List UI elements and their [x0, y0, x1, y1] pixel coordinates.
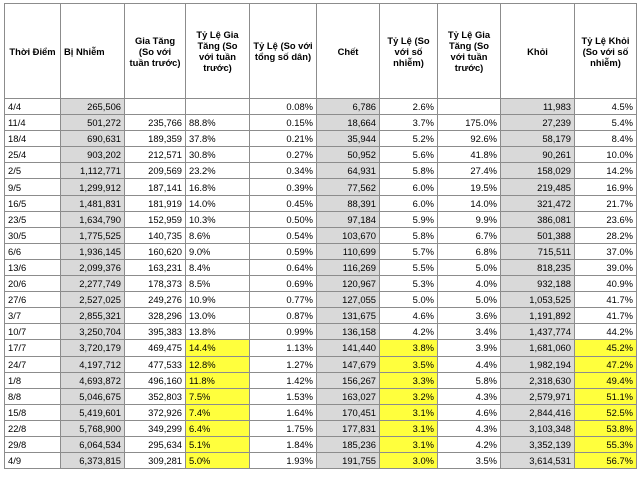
cell-weekly-increase: 349,299	[125, 420, 186, 436]
cell-deaths: 120,967	[317, 276, 380, 292]
table-row	[5, 372, 637, 388]
cell-deaths: 163,027	[317, 388, 380, 404]
cell-population-rate: 0.64%	[250, 259, 317, 275]
cell-date: 3/7	[5, 308, 61, 324]
cell-population-rate: 1.13%	[250, 340, 317, 356]
cell-infected: 2,527,025	[61, 292, 125, 308]
cell-recovered: 715,511	[501, 243, 575, 259]
table-row	[5, 163, 637, 179]
cell-date: 22/8	[5, 420, 61, 436]
cell-weekly-increase: 496,160	[125, 372, 186, 388]
cell-recovery-rate: 44.2%	[575, 324, 637, 340]
cell-death-increase-rate: 5.0%	[438, 292, 501, 308]
cell-date: 1/8	[5, 372, 61, 388]
cell-infected: 1,775,525	[61, 227, 125, 243]
cell-weekly-increase-rate: 6.4%	[186, 420, 250, 436]
cell-weekly-increase: 372,926	[125, 404, 186, 420]
cell-recovery-rate: 53.8%	[575, 420, 637, 436]
cell-recovered: 386,081	[501, 211, 575, 227]
cell-population-rate: 1.93%	[250, 453, 317, 469]
cell-recovery-rate: 37.0%	[575, 243, 637, 259]
cell-population-rate: 0.59%	[250, 243, 317, 259]
cell-weekly-increase: 235,766	[125, 115, 186, 131]
cell-date: 10/7	[5, 324, 61, 340]
cell-weekly-increase: 328,296	[125, 308, 186, 324]
cell-date: 18/4	[5, 131, 61, 147]
table-row	[5, 115, 637, 131]
cell-deaths: 127,055	[317, 292, 380, 308]
cell-date: 9/5	[5, 179, 61, 195]
cell-recovery-rate: 47.2%	[575, 356, 637, 372]
cell-date: 29/8	[5, 436, 61, 452]
table-row	[5, 308, 637, 324]
cell-weekly-increase: 477,533	[125, 356, 186, 372]
cell-weekly-increase: 187,141	[125, 179, 186, 195]
cell-deaths: 6,786	[317, 99, 380, 115]
cell-death-increase-rate: 3.6%	[438, 308, 501, 324]
cell-death-rate: 3.7%	[380, 115, 438, 131]
cell-recovered: 1,982,194	[501, 356, 575, 372]
cell-weekly-increase: 178,373	[125, 276, 186, 292]
cell-death-increase-rate: 3.5%	[438, 453, 501, 469]
cell-recovery-rate: 28.2%	[575, 227, 637, 243]
cell-population-rate: 1.84%	[250, 436, 317, 452]
cell-population-rate: 0.77%	[250, 292, 317, 308]
table-row	[5, 404, 637, 420]
cell-death-rate: 4.2%	[380, 324, 438, 340]
cell-deaths: 110,699	[317, 243, 380, 259]
cell-infected: 265,506	[61, 99, 125, 115]
cell-death-rate: 6.0%	[380, 195, 438, 211]
cell-weekly-increase: 309,281	[125, 453, 186, 469]
header-date: Thời Điểm	[5, 4, 61, 99]
cell-infected: 2,855,321	[61, 308, 125, 324]
cell-weekly-increase-rate	[186, 99, 250, 115]
cell-death-increase-rate: 4.3%	[438, 388, 501, 404]
cell-weekly-increase-rate: 88.8%	[186, 115, 250, 131]
cell-death-rate: 3.1%	[380, 404, 438, 420]
table-row	[5, 340, 637, 356]
table-row	[5, 243, 637, 259]
cell-recovery-rate: 4.5%	[575, 99, 637, 115]
cell-death-rate: 2.6%	[380, 99, 438, 115]
cell-death-increase-rate: 92.6%	[438, 131, 501, 147]
table-row	[5, 147, 637, 163]
cell-infected: 690,631	[61, 131, 125, 147]
table-row	[5, 259, 637, 275]
cell-deaths: 156,267	[317, 372, 380, 388]
cell-recovered: 1,681,060	[501, 340, 575, 356]
cell-population-rate: 0.15%	[250, 115, 317, 131]
cell-death-rate: 5.9%	[380, 211, 438, 227]
cell-deaths: 64,931	[317, 163, 380, 179]
header-weekly-increase-rate: Tỷ Lệ Gia Tăng (So với tuần trước)	[186, 4, 250, 99]
header-recovery-rate: Tỷ Lệ Khỏi (So với số nhiễm)	[575, 4, 637, 99]
header-population-rate: Tỷ Lệ (So với tổng số dân)	[250, 4, 317, 99]
cell-recovered: 3,103,348	[501, 420, 575, 436]
cell-recovery-rate: 8.4%	[575, 131, 637, 147]
cell-infected: 4,197,712	[61, 356, 125, 372]
cell-weekly-increase: 469,475	[125, 340, 186, 356]
cell-death-rate: 3.0%	[380, 453, 438, 469]
cell-death-rate: 5.7%	[380, 243, 438, 259]
table-row	[5, 324, 637, 340]
cell-deaths: 147,679	[317, 356, 380, 372]
cell-recovered: 2,844,416	[501, 404, 575, 420]
cell-infected: 2,277,749	[61, 276, 125, 292]
cell-recovery-rate: 49.4%	[575, 372, 637, 388]
cell-death-increase-rate: 6.7%	[438, 227, 501, 243]
cell-date: 24/7	[5, 356, 61, 372]
cell-weekly-increase: 181,919	[125, 195, 186, 211]
cell-infected: 5,419,601	[61, 404, 125, 420]
cell-death-increase-rate: 4.0%	[438, 276, 501, 292]
cell-infected: 1,936,145	[61, 243, 125, 259]
cell-death-rate: 3.3%	[380, 372, 438, 388]
cell-deaths: 18,664	[317, 115, 380, 131]
header-row	[5, 4, 637, 99]
cell-deaths: 50,952	[317, 147, 380, 163]
cell-population-rate: 1.27%	[250, 356, 317, 372]
cell-weekly-increase-rate: 14.0%	[186, 195, 250, 211]
cell-death-rate: 3.2%	[380, 388, 438, 404]
cell-weekly-increase-rate: 9.0%	[186, 243, 250, 259]
cell-date: 30/5	[5, 227, 61, 243]
cell-weekly-increase-rate: 12.8%	[186, 356, 250, 372]
cell-recovered: 818,235	[501, 259, 575, 275]
cell-population-rate: 0.34%	[250, 163, 317, 179]
table-row	[5, 292, 637, 308]
cell-death-increase-rate: 6.8%	[438, 243, 501, 259]
cell-recovered: 2,318,630	[501, 372, 575, 388]
cell-death-rate: 6.0%	[380, 179, 438, 195]
table-row	[5, 131, 637, 147]
cell-population-rate: 0.99%	[250, 324, 317, 340]
cell-weekly-increase: 209,569	[125, 163, 186, 179]
cell-recovery-rate: 40.9%	[575, 276, 637, 292]
cell-weekly-increase-rate: 14.4%	[186, 340, 250, 356]
cell-recovery-rate: 56.7%	[575, 453, 637, 469]
cell-death-rate: 5.3%	[380, 276, 438, 292]
table-row	[5, 436, 637, 452]
cell-population-rate: 0.21%	[250, 131, 317, 147]
cell-death-increase-rate: 9.9%	[438, 211, 501, 227]
cell-date: 25/4	[5, 147, 61, 163]
cell-recovered: 3,352,139	[501, 436, 575, 452]
cell-recovery-rate: 16.9%	[575, 179, 637, 195]
cell-deaths: 88,391	[317, 195, 380, 211]
cell-infected: 3,250,704	[61, 324, 125, 340]
cell-date: 16/5	[5, 195, 61, 211]
cell-recovered: 932,188	[501, 276, 575, 292]
cell-recovery-rate: 51.1%	[575, 388, 637, 404]
cell-deaths: 35,944	[317, 131, 380, 147]
cell-death-rate: 5.5%	[380, 259, 438, 275]
cell-recovered: 321,472	[501, 195, 575, 211]
cell-recovered: 58,179	[501, 131, 575, 147]
cell-death-rate: 5.2%	[380, 131, 438, 147]
cell-deaths: 77,562	[317, 179, 380, 195]
cell-population-rate: 1.53%	[250, 388, 317, 404]
cell-weekly-increase-rate: 30.8%	[186, 147, 250, 163]
cell-date: 23/5	[5, 211, 61, 227]
cell-recovered: 158,029	[501, 163, 575, 179]
cell-recovery-rate: 10.0%	[575, 147, 637, 163]
cell-death-increase-rate: 4.6%	[438, 404, 501, 420]
cell-date: 4/4	[5, 99, 61, 115]
cell-weekly-increase-rate: 7.5%	[186, 388, 250, 404]
cell-recovered: 90,261	[501, 147, 575, 163]
cell-death-increase-rate: 5.0%	[438, 259, 501, 275]
cell-infected: 5,046,675	[61, 388, 125, 404]
cell-weekly-increase: 160,620	[125, 243, 186, 259]
header-infected: Bị Nhiễm	[61, 4, 125, 99]
cell-death-increase-rate: 14.0%	[438, 195, 501, 211]
cell-death-increase-rate: 4.4%	[438, 356, 501, 372]
cell-weekly-increase: 249,276	[125, 292, 186, 308]
cell-death-rate: 5.0%	[380, 292, 438, 308]
cell-recovery-rate: 41.7%	[575, 292, 637, 308]
cell-recovery-rate: 14.2%	[575, 163, 637, 179]
cell-infected: 5,768,900	[61, 420, 125, 436]
cell-population-rate: 0.54%	[250, 227, 317, 243]
cell-death-rate: 3.5%	[380, 356, 438, 372]
cell-population-rate: 0.45%	[250, 195, 317, 211]
cell-recovery-rate: 39.0%	[575, 259, 637, 275]
table-row	[5, 227, 637, 243]
cell-death-increase-rate: 3.4%	[438, 324, 501, 340]
cell-date: 15/8	[5, 404, 61, 420]
cell-weekly-increase-rate: 13.8%	[186, 324, 250, 340]
cell-weekly-increase-rate: 11.8%	[186, 372, 250, 388]
cell-infected: 1,112,771	[61, 163, 125, 179]
cell-date: 13/6	[5, 259, 61, 275]
cell-weekly-increase-rate: 10.3%	[186, 211, 250, 227]
table-row	[5, 99, 637, 115]
cell-weekly-increase	[125, 99, 186, 115]
cell-population-rate: 0.08%	[250, 99, 317, 115]
cell-recovery-rate: 5.4%	[575, 115, 637, 131]
table-row	[5, 195, 637, 211]
cell-deaths: 177,831	[317, 420, 380, 436]
header-death-rate: Tỷ Lệ (So với số nhiễm)	[380, 4, 438, 99]
cell-death-rate: 5.6%	[380, 147, 438, 163]
cell-recovery-rate: 21.7%	[575, 195, 637, 211]
cell-death-rate: 5.8%	[380, 163, 438, 179]
cell-recovery-rate: 45.2%	[575, 340, 637, 356]
cell-recovered: 11,983	[501, 99, 575, 115]
cell-infected: 501,272	[61, 115, 125, 131]
cell-deaths: 191,755	[317, 453, 380, 469]
cell-date: 17/7	[5, 340, 61, 356]
cell-date: 27/6	[5, 292, 61, 308]
cell-recovered: 3,614,531	[501, 453, 575, 469]
cell-population-rate: 0.27%	[250, 147, 317, 163]
cell-death-rate: 3.8%	[380, 340, 438, 356]
cell-deaths: 116,269	[317, 259, 380, 275]
table-row	[5, 453, 637, 469]
cell-death-increase-rate	[438, 99, 501, 115]
cell-date: 20/6	[5, 276, 61, 292]
cell-deaths: 136,158	[317, 324, 380, 340]
cell-death-increase-rate: 4.3%	[438, 420, 501, 436]
cell-recovered: 501,388	[501, 227, 575, 243]
cell-recovered: 1,191,892	[501, 308, 575, 324]
cell-recovery-rate: 23.6%	[575, 211, 637, 227]
cell-recovery-rate: 55.3%	[575, 436, 637, 452]
cell-weekly-increase: 140,735	[125, 227, 186, 243]
cell-weekly-increase-rate: 8.6%	[186, 227, 250, 243]
cell-death-increase-rate: 41.8%	[438, 147, 501, 163]
cell-death-increase-rate: 3.9%	[438, 340, 501, 356]
cell-death-increase-rate: 27.4%	[438, 163, 501, 179]
cell-death-increase-rate: 4.2%	[438, 436, 501, 452]
cell-population-rate: 1.75%	[250, 420, 317, 436]
cell-weekly-increase: 189,359	[125, 131, 186, 147]
cell-infected: 2,099,376	[61, 259, 125, 275]
cell-weekly-increase-rate: 13.0%	[186, 308, 250, 324]
cell-deaths: 103,670	[317, 227, 380, 243]
cell-weekly-increase: 152,959	[125, 211, 186, 227]
cell-infected: 3,720,179	[61, 340, 125, 356]
cell-deaths: 97,184	[317, 211, 380, 227]
cell-recovered: 1,437,774	[501, 324, 575, 340]
cell-date: 2/5	[5, 163, 61, 179]
cell-infected: 903,202	[61, 147, 125, 163]
table-row	[5, 420, 637, 436]
cell-recovery-rate: 41.7%	[575, 308, 637, 324]
cell-deaths: 141,440	[317, 340, 380, 356]
cell-infected: 1,634,790	[61, 211, 125, 227]
cell-weekly-increase-rate: 10.9%	[186, 292, 250, 308]
cell-death-increase-rate: 5.8%	[438, 372, 501, 388]
cell-recovered: 2,579,971	[501, 388, 575, 404]
cell-recovered: 219,485	[501, 179, 575, 195]
table-row	[5, 179, 637, 195]
cell-weekly-increase-rate: 7.4%	[186, 404, 250, 420]
header-deaths: Chết	[317, 4, 380, 99]
cell-infected: 1,481,831	[61, 195, 125, 211]
cell-death-rate: 3.1%	[380, 436, 438, 452]
cell-population-rate: 0.87%	[250, 308, 317, 324]
cell-infected: 6,064,534	[61, 436, 125, 452]
cell-deaths: 185,236	[317, 436, 380, 452]
cell-date: 8/8	[5, 388, 61, 404]
cell-weekly-increase: 163,231	[125, 259, 186, 275]
header-death-increase-rate: Tỷ Lệ Gia Tăng (So với tuần trước)	[438, 4, 501, 99]
cell-infected: 4,693,872	[61, 372, 125, 388]
cell-infected: 1,299,912	[61, 179, 125, 195]
cell-weekly-increase-rate: 8.4%	[186, 259, 250, 275]
cell-recovery-rate: 52.5%	[575, 404, 637, 420]
table-row	[5, 356, 637, 372]
cell-population-rate: 0.39%	[250, 179, 317, 195]
cell-weekly-increase-rate: 23.2%	[186, 163, 250, 179]
cell-death-increase-rate: 175.0%	[438, 115, 501, 131]
cell-population-rate: 0.50%	[250, 211, 317, 227]
cell-population-rate: 1.64%	[250, 404, 317, 420]
cell-weekly-increase-rate: 8.5%	[186, 276, 250, 292]
cell-weekly-increase: 395,383	[125, 324, 186, 340]
header-recovered: Khỏi	[501, 4, 575, 99]
table-body	[5, 99, 637, 469]
header-weekly-increase: Gia Tăng (So với tuần trước)	[125, 4, 186, 99]
cell-date: 11/4	[5, 115, 61, 131]
cell-weekly-increase-rate: 5.1%	[186, 436, 250, 452]
table-row	[5, 211, 637, 227]
cell-death-increase-rate: 19.5%	[438, 179, 501, 195]
cell-date: 4/9	[5, 453, 61, 469]
cell-weekly-increase-rate: 5.0%	[186, 453, 250, 469]
table-row	[5, 276, 637, 292]
cell-recovered: 27,239	[501, 115, 575, 131]
cell-deaths: 131,675	[317, 308, 380, 324]
table-row	[5, 388, 637, 404]
cell-death-rate: 4.6%	[380, 308, 438, 324]
cell-weekly-increase-rate: 16.8%	[186, 179, 250, 195]
cell-population-rate: 0.69%	[250, 276, 317, 292]
cell-date: 6/6	[5, 243, 61, 259]
cell-recovered: 1,053,525	[501, 292, 575, 308]
cell-infected: 6,373,815	[61, 453, 125, 469]
cell-deaths: 170,451	[317, 404, 380, 420]
cell-weekly-increase: 295,634	[125, 436, 186, 452]
cell-death-rate: 3.1%	[380, 420, 438, 436]
cell-weekly-increase: 352,803	[125, 388, 186, 404]
cell-death-rate: 5.8%	[380, 227, 438, 243]
cell-weekly-increase-rate: 37.8%	[186, 131, 250, 147]
cell-weekly-increase: 212,571	[125, 147, 186, 163]
covid-stats-table	[4, 3, 637, 469]
cell-population-rate: 1.42%	[250, 372, 317, 388]
